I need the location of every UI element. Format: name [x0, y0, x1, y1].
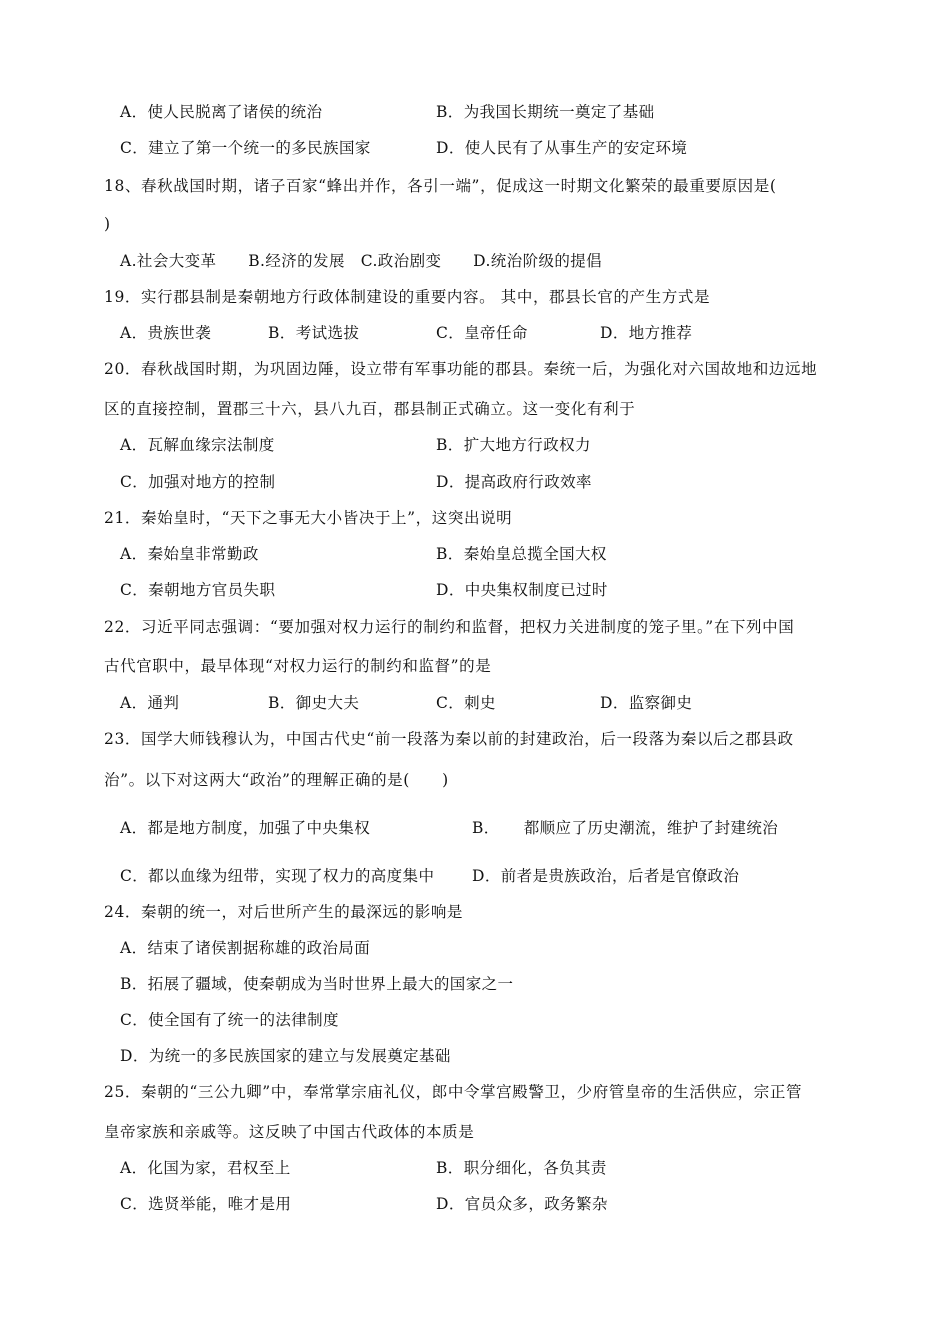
q24-option-b: B．拓展了疆域，使秦朝成为当时世界上最大的国家之一: [120, 975, 514, 993]
q22-stem-line1: 22．习近平同志强调：“要加强对权力运行的制约和监督，把权力关进制度的笼子里。”在下列中国: [104, 618, 795, 636]
q21-option-c: C．秦朝地方官员失职: [120, 581, 276, 599]
q17-option-a: A．使人民脱离了诸侯的统治: [120, 103, 323, 121]
q22-option-a: A．通判: [120, 694, 180, 712]
q21-option-b: B．秦始皇总揽全国大权: [436, 545, 607, 563]
q23-option-c: C．都以血缘为纽带，实现了权力的高度集中: [120, 867, 435, 885]
q18-stem-line1: 18、春秋战国时期，诸子百家“蜂出并作，各引一端”，促成这一时期文化繁荣的最重要原因是(: [104, 177, 777, 195]
q17-option-c: C．建立了第一个统一的多民族国家: [120, 139, 371, 157]
q24-option-c: C．使全国有了统一的法律制度: [120, 1011, 339, 1029]
q23-option-a: A．都是地方制度，加强了中央集权: [120, 819, 371, 837]
q24-option-a: A．结束了诸侯割据称雄的政治局面: [120, 939, 371, 957]
q24-option-d: D．为统一的多民族国家的建立与发展奠定基础: [120, 1047, 451, 1065]
q17-option-b: B．为我国长期统一奠定了基础: [436, 103, 655, 121]
q25-option-b: B．职分细化，各负其责: [436, 1159, 607, 1177]
q20-option-a: A．瓦解血缘宗法制度: [120, 436, 275, 454]
q20-stem-line1: 20．春秋战国时期，为巩固边陲，设立带有军事功能的郡县。秦统一后，为强化对六国故地和边远地: [104, 360, 818, 378]
q20-option-b: B．扩大地方行政权力: [436, 436, 591, 454]
q23-stem-line2: 治”。以下对这两大“政治”的理解正确的是( ): [104, 771, 449, 789]
q25-option-d: D．官员众多，政务繁杂: [436, 1195, 608, 1213]
q19-option-c: C．皇帝任命: [436, 324, 528, 342]
q18-options: A.社会大变革 B.经济的发展 C.政治剧变 D.统治阶级的提倡: [120, 252, 603, 270]
q19-stem: 19．实行郡县制是秦朝地方行政体制建设的重要内容。 其中，郡县长官的产生方式是: [104, 288, 711, 306]
q25-option-c: C．选贤举能，唯才是用: [120, 1195, 292, 1213]
q20-stem-line2: 区的直接控制，置郡三十六，县八九百，郡县制正式确立。这一变化有利于: [104, 400, 636, 418]
q24-stem: 24．秦朝的统一，对后世所产生的最深远的影响是: [104, 903, 464, 921]
q23-stem-line1: 23．国学大师钱穆认为，中国古代史“前一段落为秦以前的封建政治，后一段落为秦以后之郡县政: [104, 730, 794, 748]
q19-option-a: A．贵族世袭: [120, 324, 212, 342]
q20-option-d: D．提高政府行政效率: [436, 473, 592, 491]
q17-option-d: D．使人民有了从事生产的安定环境: [436, 139, 688, 157]
q23-option-d: D．前者是贵族政治，后者是官僚政治: [472, 867, 740, 885]
q19-option-b: B．考试选拔: [268, 324, 360, 342]
q22-option-d: D．监察御史: [600, 694, 693, 712]
q21-option-d: D．中央集权制度已过时: [436, 581, 608, 599]
q22-stem-line2: 古代官职中，最早体现“对权力运行的制约和监督”的是: [104, 657, 492, 675]
q21-option-a: A．秦始皇非常勤政: [120, 545, 259, 563]
q25-stem-line1: 25．秦朝的“三公九卿”中，奉常掌宗庙礼仪，郎中令掌宫殿警卫，少府管皇帝的生活供应，宗正管: [104, 1083, 803, 1101]
q21-stem: 21．秦始皇时，“天下之事无大小皆决于上”，这突出说明: [104, 509, 513, 527]
q19-option-d: D．地方推荐: [600, 324, 693, 342]
q23-option-b: B． 都顺应了历史潮流，维护了封建统治: [472, 819, 779, 837]
q25-option-a: A．化国为家，君权至上: [120, 1159, 291, 1177]
q22-option-c: C．刺史: [436, 694, 496, 712]
q22-option-b: B．御史大夫: [268, 694, 360, 712]
q20-option-c: C．加强对地方的控制: [120, 473, 276, 491]
q25-stem-line2: 皇帝家族和亲戚等。这反映了中国古代政体的本质是: [104, 1123, 475, 1141]
q18-stem-line2: ): [104, 215, 111, 233]
